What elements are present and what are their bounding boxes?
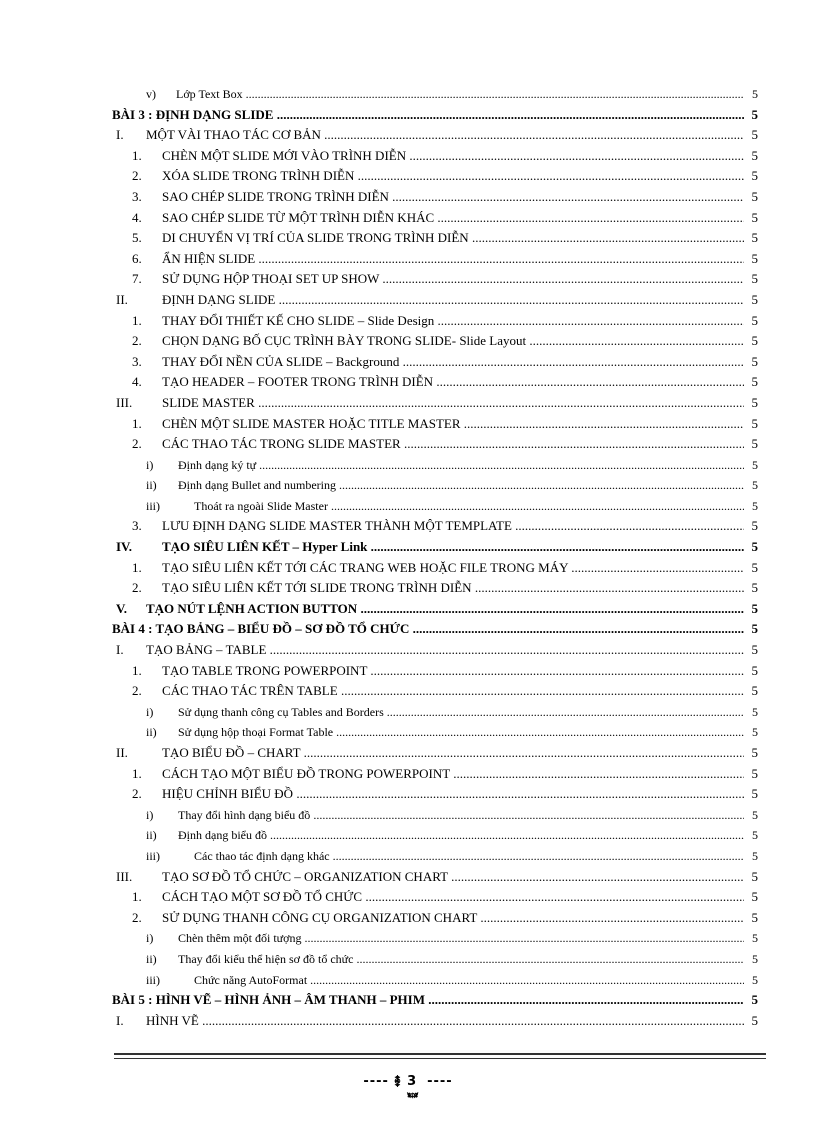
- toc-entry-title: Các thao tác định dạng khác .....: [194, 846, 744, 867]
- toc-entry-page-number: 5: [751, 249, 759, 270]
- toc-entry-page-number: 5: [751, 125, 759, 146]
- toc-entry[interactable]: [112, 434, 758, 455]
- toc-entry[interactable]: [112, 805, 758, 826]
- toc-entry-number: 4.: [132, 374, 142, 390]
- toc-entry-page-number: 5: [751, 475, 758, 496]
- toc-entry-title: CHÈN MỘT SLIDE MASTER HOẶC TITLE MASTER .....: [162, 414, 744, 435]
- toc-entry-title: Định dạng Bullet and numbering .....: [178, 475, 744, 496]
- toc-entry-number: i): [146, 704, 154, 719]
- toc-entry-page-number: 5: [751, 146, 759, 167]
- toc-entry[interactable]: [112, 949, 758, 970]
- toc-entry-page-number: 5: [751, 166, 759, 187]
- toc-entry-number: 1.: [132, 662, 142, 678]
- toc-entry-page-number: 5: [751, 867, 759, 888]
- toc-entry-page-number: 5: [751, 269, 759, 290]
- toc-entry[interactable]: [112, 702, 758, 723]
- toc-entry-page-number: 5: [751, 887, 759, 908]
- toc-entry-page-number: 5: [751, 846, 758, 867]
- toc-entry-number: IV.: [116, 539, 133, 555]
- toc-entry-number: 2.: [132, 683, 142, 699]
- toc-entry[interactable]: [112, 516, 758, 537]
- toc-entry-page-number: 5: [751, 84, 758, 105]
- toc-entry[interactable]: [112, 537, 758, 558]
- toc-entry-title: Sử dụng hộp thoại Format Table .....: [178, 722, 744, 743]
- toc-entry-page-number: 5: [751, 311, 759, 332]
- toc-entry[interactable]: [112, 105, 758, 126]
- toc-entry[interactable]: [112, 496, 758, 517]
- toc-entry[interactable]: [112, 619, 758, 640]
- toc-entry-page-number: 5: [751, 908, 759, 929]
- toc-entry[interactable]: [112, 125, 758, 146]
- toc-entry-page-number: 5: [751, 681, 759, 702]
- toc-entry-number: 3.: [132, 353, 142, 369]
- toc-entry-number: I.: [116, 642, 124, 658]
- toc-entry-title: TẠO SIÊU LIÊN KẾT TỚI SLIDE TRONG TRÌNH DIỄN .....: [162, 578, 744, 599]
- toc-entry-page-number: 5: [751, 455, 758, 476]
- toc-entry-title: MỘT VÀI THAO TÁC CƠ BẢN .....: [146, 125, 744, 146]
- toc-entry-page-number: 5: [751, 722, 758, 743]
- toc-entry-title: CÁCH TẠO MỘT SƠ ĐỒ TỔ CHỨC .....: [162, 887, 744, 908]
- toc-entry[interactable]: [112, 311, 758, 332]
- toc-entry[interactable]: [112, 640, 758, 661]
- toc-entry-title: Định dạng ký tự .....: [178, 455, 744, 476]
- toc-entry[interactable]: [112, 784, 758, 805]
- toc-entry-number: 1.: [132, 889, 142, 905]
- toc-entry[interactable]: [112, 764, 758, 785]
- toc-entry-title: Thay đổi hình dạng biểu đồ .....: [178, 805, 744, 826]
- toc-entry-title: CHỌN DẠNG BỐ CỤC TRÌNH BÀY TRONG SLIDE- Slide Layout .....: [162, 331, 744, 352]
- toc-entry-title: DI CHUYỂN VỊ TRÍ CỦA SLIDE TRONG TRÌNH DIỄN .....: [162, 228, 744, 249]
- toc-entry-number: ii): [146, 828, 157, 843]
- toc-entry-number: 1.: [132, 559, 142, 575]
- toc-entry-number: V.: [116, 600, 127, 616]
- toc-entry-number: 3.: [132, 518, 142, 534]
- toc-entry-number: III.: [116, 868, 133, 884]
- toc-entry-title: TẠO SIÊU LIÊN KẾT – Hyper Link .....: [162, 537, 744, 558]
- toc-entry-title: Thay đổi kiểu thể hiện sơ đồ tổ chức .....: [178, 949, 744, 970]
- toc-entry-number: II.: [116, 745, 128, 760]
- toc-entry[interactable]: [112, 146, 758, 167]
- toc-entry-page-number: 5: [751, 784, 759, 805]
- toc-entry[interactable]: [112, 681, 758, 702]
- toc-entry-page-number: 5: [751, 578, 759, 599]
- toc-entry[interactable]: [112, 867, 758, 888]
- toc-entry-title: BÀI 3 : ĐỊNH DẠNG SLIDE .....: [112, 105, 744, 126]
- toc-entry-page-number: 5: [751, 743, 759, 764]
- toc-entry[interactable]: [112, 455, 758, 476]
- toc-entry[interactable]: [112, 661, 758, 682]
- toc-entry-number: 6.: [132, 250, 142, 266]
- toc-entry-title: SAO CHÉP SLIDE TỪ MỘT TRÌNH DIỄN KHÁC .....: [162, 208, 744, 229]
- toc-entry[interactable]: [112, 846, 758, 867]
- toc-entry-title: Chức năng AutoFormat .....: [194, 970, 744, 991]
- toc-entry-page-number: 5: [751, 290, 759, 311]
- toc-entry[interactable]: [112, 990, 758, 1011]
- toc-entry-page-number: 5: [751, 516, 759, 537]
- toc-entry-title: CÁCH TẠO MỘT BIỂU ĐỒ TRONG POWERPOINT .....: [162, 764, 744, 785]
- toc-entry[interactable]: [112, 825, 758, 846]
- footer-rule-thin: [114, 1058, 766, 1059]
- toc-entry-title: CÁC THAO TÁC TRONG SLIDE MASTER .....: [162, 434, 744, 455]
- toc-entry-title: TẠO NÚT LỆNH ACTION BUTTON .....: [146, 599, 744, 620]
- toc-entry-page-number: 5: [751, 928, 758, 949]
- toc-entry-page-number: 5: [751, 372, 759, 393]
- toc-entry-page-number: 5: [751, 970, 758, 991]
- toc-entry-page-number: 5: [751, 105, 759, 126]
- toc-entry-number: ii): [146, 725, 157, 740]
- toc-entry-number: 1.: [132, 765, 142, 781]
- toc-entry-title: TẠO BIỂU ĐỒ – CHART .....: [162, 743, 744, 764]
- toc-entry-number: v): [146, 87, 156, 101]
- toc-entry-page-number: 5: [751, 352, 759, 373]
- toc-entry-number: iii): [146, 972, 160, 987]
- toc-entry-title: CHÈN MỘT SLIDE MỚI VÀO TRÌNH DIỄN .....: [162, 146, 744, 167]
- toc-entry-page-number: 5: [751, 228, 759, 249]
- toc-entry-page-number: 5: [751, 949, 758, 970]
- toc-entry[interactable]: [112, 578, 758, 599]
- toc-entry-number: i): [146, 931, 154, 946]
- toc-entry-page-number: 5: [751, 661, 759, 682]
- toc-entry-title: BÀI 4 : TẠO BẢNG – BIỂU ĐỒ – SƠ ĐỒ TỔ CHỨC .....: [112, 619, 744, 640]
- toc-entry-title: ẨN HIỆN SLIDE .....: [162, 249, 744, 270]
- toc-entry-title: Sử dụng thanh công cụ Tables and Borders .....: [178, 702, 744, 723]
- toc-entry-title: THAY ĐỔI THIẾT KẾ CHO SLIDE – Slide Design .....: [162, 311, 744, 332]
- toc-entry-page-number: 5: [751, 1011, 759, 1032]
- toc-entry-number: 7.: [132, 271, 142, 287]
- toc-entry-number: 1.: [132, 415, 142, 431]
- toc-entry-title: XÓA SLIDE TRONG TRÌNH DIỄN .....: [162, 166, 744, 187]
- toc-entry-page-number: 5: [751, 414, 759, 435]
- toc-entry[interactable]: [112, 166, 758, 187]
- toc-entry-number: 3.: [132, 188, 142, 204]
- toc-entry[interactable]: [112, 187, 758, 208]
- toc-entry-title: LƯU ĐỊNH DẠNG SLIDE MASTER THÀNH MỘT TEMPLATE .....: [162, 516, 744, 537]
- toc-entry[interactable]: [112, 249, 758, 270]
- toc-entry-title: SỬ DỤNG HỘP THOẠI SET UP SHOW .....: [162, 269, 744, 290]
- toc-entry-number: 2.: [132, 786, 142, 802]
- toc-entry-page-number: 5: [751, 764, 759, 785]
- toc-entry-number: iii): [146, 848, 160, 863]
- toc-entry[interactable]: [112, 722, 758, 743]
- toc-entry-number: 2.: [132, 168, 142, 184]
- toc-entry-title: Thoát ra ngoài Slide Master .....: [194, 496, 744, 517]
- toc-entry-title: SAO CHÉP SLIDE TRONG TRÌNH DIỄN .....: [162, 187, 744, 208]
- toc-entry[interactable]: [112, 228, 758, 249]
- footer-rule-thick: [114, 1053, 766, 1055]
- toc-entry-page-number: 5: [751, 825, 758, 846]
- toc-entry[interactable]: [112, 475, 758, 496]
- toc-entry-number: 1.: [132, 147, 142, 163]
- toc-entry[interactable]: [112, 208, 758, 229]
- toc-entry-page-number: 5: [751, 702, 758, 723]
- toc-entry-page-number: 5: [751, 990, 759, 1011]
- toc-entry-number: 2.: [132, 436, 142, 452]
- toc-entry-number: ii): [146, 951, 157, 966]
- toc-entry[interactable]: [112, 84, 758, 105]
- toc-entry-number: 4.: [132, 209, 142, 225]
- toc-entry-number: I.: [116, 1012, 124, 1028]
- toc-entry[interactable]: [112, 928, 758, 949]
- toc-entry-page-number: 5: [751, 558, 759, 579]
- toc-entry[interactable]: [112, 887, 758, 908]
- toc-entry-title: CÁC THAO TÁC TRÊN TABLE .....: [162, 681, 744, 702]
- toc-entry[interactable]: [112, 970, 758, 991]
- toc-entry-number: ii): [146, 478, 157, 493]
- toc-entry-number: 2.: [132, 580, 142, 596]
- toc-entry-page-number: 5: [751, 434, 759, 455]
- toc-entry[interactable]: [112, 269, 758, 290]
- toc-entry-title: TẠO HEADER – FOOTER TRONG TRÌNH DIỄN .....: [162, 372, 744, 393]
- toc-entry-title: Định dạng biểu đồ .....: [178, 825, 744, 846]
- toc-entry-title: HIỆU CHỈNH BIỂU ĐỒ .....: [162, 784, 744, 805]
- toc-entry-number: i): [146, 457, 154, 472]
- toc-entry[interactable]: [112, 1011, 758, 1032]
- toc-entry-number: i): [146, 807, 154, 822]
- toc-entry-title: TẠO SIÊU LIÊN KẾT TỚI CÁC TRANG WEB HOẶC FILE TRONG MÁY .....: [162, 558, 744, 579]
- toc-entry-number: 2.: [132, 909, 142, 925]
- toc-entry-page-number: 5: [751, 393, 759, 414]
- toc-entry-title: TẠO BẢNG – TABLE .....: [146, 640, 744, 661]
- toc-entry-title: SLIDE MASTER .....: [162, 393, 744, 414]
- toc-entry-number: 1.: [132, 312, 142, 328]
- toc-entry[interactable]: [112, 908, 758, 929]
- toc-entry[interactable]: [112, 372, 758, 393]
- toc-entry-title: THAY ĐỔI NỀN CỦA SLIDE – Background .....: [162, 352, 744, 373]
- table-of-contents: [112, 84, 758, 1031]
- toc-entry-page-number: 5: [751, 187, 759, 208]
- toc-entry[interactable]: [112, 352, 758, 373]
- toc-entry-title: TẠO SƠ ĐỒ TỔ CHỨC – ORGANIZATION CHART .....: [162, 867, 744, 888]
- toc-entry-page-number: 5: [751, 208, 759, 229]
- toc-entry-title: TẠO TABLE TRONG POWERPOINT .....: [162, 661, 744, 682]
- toc-entry[interactable]: [112, 393, 758, 414]
- toc-entry[interactable]: [112, 414, 758, 435]
- toc-entry-title: HÌNH VẼ .....: [146, 1011, 744, 1032]
- toc-entry-number: iii): [146, 498, 160, 513]
- toc-entry-number: 5.: [132, 230, 142, 246]
- page-footer: ---- ࿅ 3 ࿆ ----: [363, 1074, 453, 1089]
- toc-entry[interactable]: [112, 290, 758, 311]
- toc-entry-number: 2.: [132, 333, 142, 349]
- toc-entry-page-number: 5: [751, 537, 759, 558]
- toc-entry-number: III.: [116, 394, 133, 410]
- toc-entry[interactable]: [112, 331, 758, 352]
- toc-entry-page-number: 5: [751, 640, 759, 661]
- toc-entry-page-number: 5: [751, 599, 759, 620]
- toc-entry-page-number: 5: [751, 496, 758, 517]
- toc-entry[interactable]: [112, 743, 758, 764]
- toc-entry-title: BÀI 5 : HÌNH VẼ – HÌNH ẢNH – ÂM THANH – PHIM .....: [112, 990, 744, 1011]
- toc-entry-number: I.: [116, 127, 124, 143]
- toc-entry-title: ĐỊNH DẠNG SLIDE .....: [162, 290, 744, 311]
- toc-entry-title: SỬ DỤNG THANH CÔNG CỤ ORGANIZATION CHART .....: [162, 908, 744, 929]
- toc-entry-page-number: 5: [751, 331, 759, 352]
- toc-entry[interactable]: [112, 558, 758, 579]
- toc-entry-title: Chèn thêm một đối tượng .....: [178, 928, 744, 949]
- toc-entry-number: II.: [116, 291, 128, 307]
- toc-entry-title: Lớp Text Box .....: [176, 84, 744, 105]
- toc-entry-page-number: 5: [751, 805, 758, 826]
- toc-entry-page-number: 5: [751, 619, 759, 640]
- toc-entry[interactable]: [112, 599, 758, 620]
